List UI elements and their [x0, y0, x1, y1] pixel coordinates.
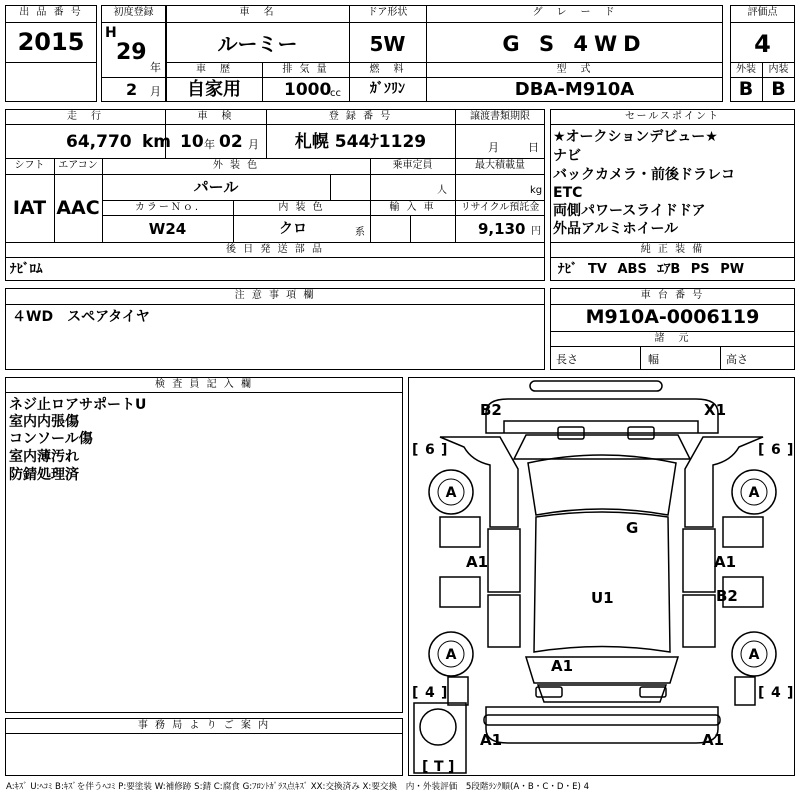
car-name-label: 車 名: [239, 7, 276, 18]
interior-color-label: 内 装 色: [278, 202, 325, 213]
tire-bracket-left: [: [758, 442, 765, 458]
plate-label: 登 録 番 号: [328, 111, 393, 122]
equipment-label: 純 正 装 備: [640, 244, 705, 255]
history: 自家用: [187, 79, 241, 100]
ac-label: エアコン: [58, 160, 98, 171]
fuel: ｶﾞｿﾘﾝ: [370, 81, 405, 97]
displacement-label: 排 気 量: [282, 64, 329, 75]
door-label: ドア形状: [367, 7, 408, 18]
model-code: DBA-M910A: [514, 79, 635, 100]
damage-mark: G: [626, 519, 639, 537]
inspector-line: コンソール傷: [9, 431, 93, 447]
era: H: [105, 25, 117, 41]
score: 4: [754, 30, 771, 58]
fuel-label: 燃 料: [369, 64, 406, 75]
inspection-year-unit: 年: [204, 138, 215, 151]
exterior-grade: B: [738, 78, 754, 100]
tire-rear-right: 4: [771, 685, 781, 701]
plate-number: 札幌 544ﾅ1129: [294, 132, 427, 152]
damage-mark: B2: [716, 587, 738, 605]
inspection-year: 10: [180, 132, 204, 152]
sales-point: ETC: [553, 185, 583, 201]
first-registration-label: 初度登録: [113, 7, 154, 18]
equipment: ﾅﾋﾞ TV ABS ｴｱB PS PW: [558, 262, 745, 277]
damage-mark: X1: [704, 401, 727, 419]
displacement-unit: cc: [330, 88, 341, 99]
air-conditioner: AAC: [56, 197, 100, 219]
recycle-label: リサイクル預託金: [460, 202, 540, 213]
tire-bracket-right: ]: [787, 685, 794, 701]
tire-bracket-left: [: [412, 685, 419, 701]
recycle-unit: 円: [531, 226, 541, 237]
exterior-label: 外装: [736, 64, 756, 75]
damage-mark: A1: [551, 657, 574, 675]
tire-grade: A: [445, 485, 457, 501]
interior-color-unit: 系: [355, 227, 365, 238]
damage-mark: A1: [466, 553, 489, 571]
displacement: 1000: [284, 80, 332, 100]
width-label: 幅: [648, 353, 659, 366]
length-label: 長さ: [556, 353, 578, 366]
inspection-month: 02: [219, 132, 243, 152]
inspection-month-unit: 月: [248, 138, 259, 151]
body-color: パール: [193, 178, 239, 196]
damage-mark: A1: [480, 731, 503, 749]
spec-label: 諸 元: [654, 333, 691, 344]
interior-color: クロ: [279, 221, 307, 237]
color-number: W24: [148, 220, 187, 238]
score-label: 評価点: [747, 7, 778, 18]
interior-label: 内装: [768, 64, 789, 75]
transfer-label: 譲渡書類期限: [470, 111, 530, 122]
sales-point: ★オークションデビュー★: [553, 129, 718, 145]
trunk-bracket-left: [: [422, 759, 429, 775]
inspector-line: ネジ止ロアサポートU: [9, 397, 147, 413]
inspector-line: 防錆処理済: [9, 467, 79, 483]
damage-mark: U1: [591, 589, 614, 607]
transfer-day-unit: 日: [528, 141, 539, 154]
sales-point: ナビ: [553, 148, 581, 164]
tire-front-left: 6: [425, 442, 435, 458]
shift: IAT: [12, 197, 47, 219]
tire-bracket-right: ]: [787, 442, 794, 458]
car-name: ルーミー: [217, 32, 298, 56]
height-label: 高さ: [726, 353, 748, 366]
later-parts-label: 後 日 発 送 部 品: [226, 244, 324, 255]
color-label: 外 装 色: [212, 160, 260, 171]
trunk-bracket-right: ]: [448, 759, 455, 775]
mileage: 64,770: [66, 132, 132, 152]
damage-mark: A1: [714, 553, 737, 571]
model-label: 型 式: [556, 64, 593, 75]
car-diagram: [408, 377, 795, 776]
tire-grade: A: [445, 647, 457, 663]
sales-label: セールスポイント: [624, 111, 721, 122]
damage-mark: B2: [480, 401, 502, 419]
sales-point: バックカメラ・前後ドラレコ: [553, 167, 735, 183]
tire-bracket-left: [: [758, 685, 765, 701]
office-label: 事 務 局 よ り ご 案 内: [137, 720, 271, 731]
grade: G S 4WD: [502, 32, 647, 56]
color-no-label: カラーＮｏ.: [134, 202, 201, 213]
chassis-label: 車 台 番 号: [640, 290, 705, 301]
notes: ４WD スペアタイヤ: [12, 309, 150, 325]
reg-month: 2: [126, 80, 138, 99]
lot-number: 2015: [17, 28, 85, 56]
sales-point: 両側パワースライドドア: [553, 203, 706, 219]
trunk-mark: T: [434, 759, 444, 775]
tire-grade: A: [748, 485, 760, 501]
grade-label: グ レ ー ド: [532, 7, 617, 18]
inspector-line: 室内薄汚れ: [9, 449, 79, 465]
chassis-number: M910A-0006119: [585, 306, 760, 328]
tire-front-right: 6: [771, 442, 781, 458]
reg-year: 29: [116, 40, 147, 65]
tire-bracket-right: ]: [441, 442, 448, 458]
recycle-fee: 9,130: [478, 220, 526, 238]
load-label: 最大積載量: [475, 160, 525, 171]
damage-mark: A1: [702, 731, 725, 749]
lot-label: 出 品 番 号: [19, 7, 83, 18]
tire-grade: A: [748, 647, 760, 663]
tire-rear-left: 4: [425, 685, 435, 701]
sales-point: 外品アルミホイール: [553, 221, 679, 237]
tire-bracket-right: ]: [441, 685, 448, 701]
later-parts: ﾅﾋﾞﾛﾑ: [10, 262, 43, 277]
tire-bracket-left: [: [412, 442, 419, 458]
history-label: 車 歴: [196, 64, 232, 75]
notes-label: 注 意 事 項 欄: [234, 290, 316, 301]
mileage-label: 走 行: [67, 111, 103, 122]
door-type: 5W: [369, 32, 406, 56]
inspector-label: 検 査 員 記 入 欄: [155, 379, 253, 390]
capacity-unit: 人: [437, 185, 447, 196]
transfer-month-unit: 月: [488, 141, 499, 154]
inspection-label: 車 検: [197, 111, 234, 122]
inspector-line: 室内内張傷: [9, 414, 79, 430]
legend: A:ｷｽﾞ U:ﾍｺﾐ B:ｷｽﾞを伴うﾍｺﾐ P:要塗装 W:補修跡 S:錆 C:腐食 G:ﾌﾛﾝﾄｶﾞﾗｽ点ｷｽﾞ XX:交換済み X:要交換 内・外装評価 5段階ﾗﾝｸ順(A・B・C・D・E) 4: [6, 782, 590, 792]
month-unit: 月: [150, 85, 161, 98]
year-unit: 年: [150, 61, 161, 74]
capacity-label: 乗車定員: [392, 160, 433, 171]
interior-grade: B: [771, 78, 786, 100]
mileage-unit: km: [142, 132, 172, 152]
shift-label: シフト: [14, 160, 45, 171]
load-unit: kg: [530, 185, 543, 196]
import-label: 輸 入 車: [389, 202, 436, 213]
